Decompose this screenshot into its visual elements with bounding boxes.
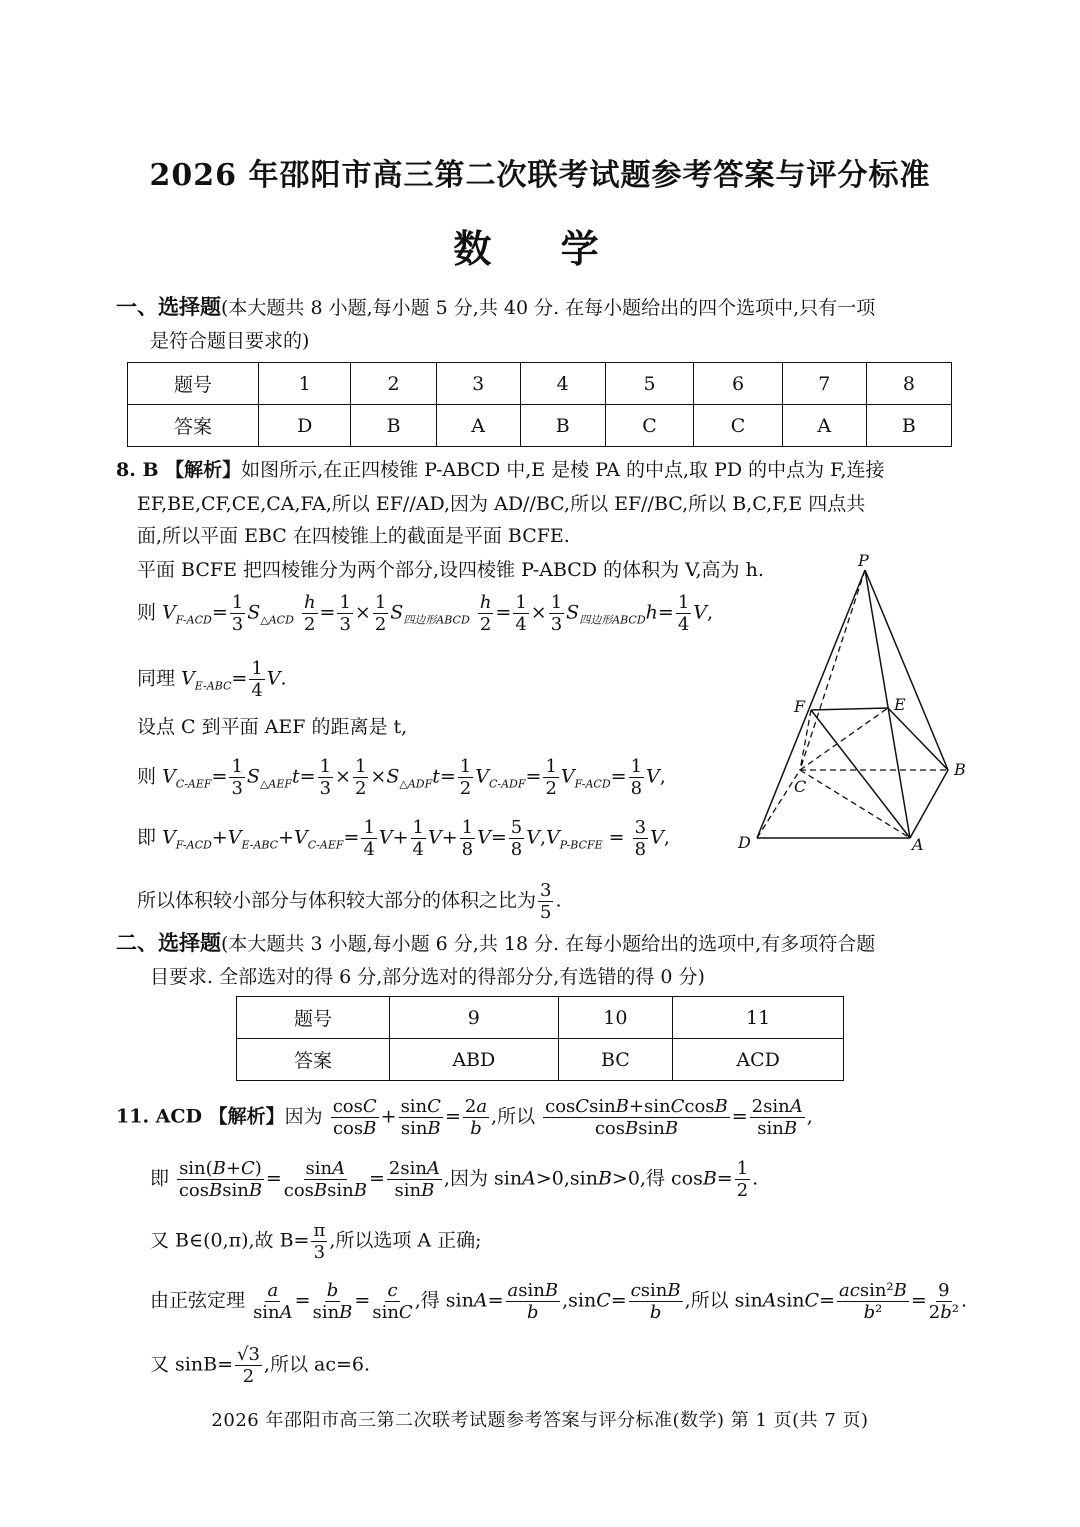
table-row	[237, 997, 844, 1039]
page-title: 2026 年邵阳市高三第二次联考试题参考答案与评分标准	[149, 158, 931, 193]
q8-line-3: 面,所以平面 EBC 在四棱锥上的截面是平面 BCFE.	[137, 525, 570, 547]
q11-line-3: 又 B∈(0,π),故 B= $\frac{\pi}{3}$ ,所以选项 A 正确;	[150, 1220, 482, 1263]
q8-prefix: 则	[137, 765, 157, 788]
q11-line-2: 即 $\frac{\sin(B+C)}{\text{cosBsinB}}$ = $\frac{\sin A}{\text{cosBsinB}}$ = $\frac{2\sin A}{\sin B}$ ,因为 sinA>0,sinB>0,得 cosB= $\frac{1}{2}$ .	[150, 1158, 759, 1201]
edge-fe	[811, 708, 888, 710]
table-cell: B	[520, 405, 605, 447]
table-cell: C	[694, 405, 783, 447]
q8-formula-3: 则 $V_{C-AEF}=$ $\frac{1}{3}$ $S_{\triangle AEF}t=$ $\frac{1}{3}$ × $\frac{1}{2}$ $\times S_{\triangle ADF}t=$ $\frac{1}{2}$ $V_{C-ADF}=$ $\frac{1}{2}$ $V_{F-ACD}=$ $\frac{1}{8}$ V,	[137, 756, 666, 799]
label-b: B	[954, 760, 966, 779]
table-cell: 11	[673, 997, 844, 1039]
table-row	[128, 363, 952, 405]
q8-conclusion: 所以体积较小部分与体积较大部分的体积之比为	[137, 889, 537, 912]
section2-desc-2: 目要求. 全部选对的得 6 分,部分选对的得部分分,有选错的得 0 分)	[150, 966, 705, 988]
q8-line-2: EF,BE,CF,CE,CA,FA,所以 EF//AD,因为 AD//BC,所以 EF//BC,所以 B,C,F,E 四点共	[137, 493, 866, 515]
q8-line-10: 所以体积较小部分与体积较大部分的体积之比为 $\frac{3}{5}$ .	[137, 880, 562, 923]
label-c: C	[794, 777, 807, 796]
section1-desc-2: 是符合题目要求的)	[150, 330, 310, 352]
q8-prefix: 同理	[137, 667, 176, 690]
table-cell: 2	[351, 363, 436, 405]
table-cell: 4	[520, 363, 605, 405]
subject-title: 数 学	[453, 226, 627, 271]
table-cell: 3	[436, 363, 520, 405]
table-cell: 6	[694, 363, 783, 405]
label-d: D	[738, 833, 751, 852]
table-cell: 1	[259, 363, 351, 405]
table-cell: 7	[782, 363, 866, 405]
edge-ce	[800, 708, 888, 770]
table-cell: 5	[605, 363, 694, 405]
page-footer: 2026 年邵阳市高三第二次联考试题参考答案与评分标准(数学) 第 1 页(共 7 页)	[211, 1410, 869, 1431]
section1-desc-1: (本大题共 8 小题,每小题 5 分,共 40 分. 在每小题给出的四个选项中,只有一项	[221, 297, 876, 319]
q11-line-1: 11. ACD 【解析】因为 $\frac{\cos C}{\cos B}$ + $\frac{\sin C}{\sin B}$ = $\frac{2a}{b}$ ,所以 $\frac{\text{cosCsinB+sinCcosB}}{\text{cosBsinB}}$ = $\frac{2\sin A}{\sin B}$ ,	[116, 1096, 813, 1139]
label-p: P	[858, 551, 869, 570]
q11-text-5: 又 sinB=	[150, 1353, 233, 1376]
edge-pd	[757, 570, 865, 838]
edge-ab	[910, 770, 948, 838]
q11-text-3b: ,所以选项 A 正确;	[329, 1229, 482, 1252]
table-cell: A	[436, 405, 520, 447]
q8-text-1: 如图所示,在正四棱锥 P-ABCD 中,E 是棱 PA 的中点,取 PD 的中点为 F,连接	[241, 459, 885, 481]
q11-text-3: 又 B∈(0,π),故 B=	[150, 1229, 310, 1252]
q11-lead: 11. ACD 【解析】	[116, 1105, 285, 1128]
q8-lead: 8. B 【解析】	[116, 459, 242, 481]
table-row	[237, 1039, 844, 1081]
table-cell: ACD	[673, 1039, 844, 1081]
section2-heading: 二、选择题	[116, 930, 221, 955]
label-f: F	[794, 697, 806, 716]
ratio-denominator: 5	[540, 902, 552, 923]
q11-text-5b: ,所以 ac=6.	[263, 1353, 371, 1376]
q11-line-5: 又 sinB= $\frac{√3}{2}$ ,所以 ac=6.	[150, 1344, 371, 1387]
q11-prefix: 即	[150, 1167, 170, 1190]
table-header-cell: 题号	[128, 363, 259, 405]
answer-table-1	[127, 362, 952, 447]
edge-pc	[800, 570, 865, 770]
table-cell: 8	[866, 363, 951, 405]
table-cell: 9	[390, 997, 559, 1039]
edge-pb	[865, 570, 948, 770]
label-e: E	[894, 695, 906, 714]
pyramid-figure	[730, 548, 980, 858]
table-cell: B	[866, 405, 951, 447]
q8-line-4: 平面 BCFE 把四棱锥分为两个部分,设四棱锥 P-ABCD 的体积为 V,高为 h.	[137, 559, 764, 581]
q8-formula-4: 即 $V_{F-ACD}+V_{E-ABC}+V_{C-AEF}=$ $\frac{1}{4}$ V+ $\frac{1}{4}$ V+ $\frac{1}{8}$ V= $\frac{5}{8}$ $V,V_{P-BCFE}$ = $\frac{3}{8}$ V,	[137, 817, 670, 860]
section1-heading: 一、选择题	[116, 294, 221, 319]
q8-formula-1: 则 $V_{F-ACD}=$ $\frac{1}{3}$ $S_{\triangle ACD}$ $\frac{h}{2}$ = $\frac{1}{3}$ × $\frac{1}{2}$ $S_{四边形ABCD}$ $\frac{h}{2}$ = $\frac{1}{4}$ × $\frac{1}{3}$ $S_{四边形ABCD}h=$ $\frac{1}{4}$ V,	[137, 592, 714, 635]
q8-formula-2: 同理 $V_{E-ABC}=$ $\frac{1}{4}$ V.	[137, 658, 287, 701]
table-header-cell: 题号	[237, 997, 390, 1039]
table-cell: 10	[558, 997, 673, 1039]
table-header-cell: 答案	[237, 1039, 390, 1081]
section2-header	[116, 926, 875, 961]
q11-prefix: 由正弦定理	[150, 1289, 246, 1312]
label-a: A	[912, 835, 924, 854]
edge-ca	[800, 770, 910, 838]
section1-header	[116, 290, 875, 325]
q8-line-7: 设点 C 到平面 AEF 的距离是 t,	[137, 716, 408, 738]
table-header-cell: 答案	[128, 405, 259, 447]
table-cell: B	[351, 405, 436, 447]
table-row	[128, 405, 952, 447]
table-cell: D	[259, 405, 351, 447]
q8-line-1	[116, 455, 884, 485]
q11-line-4: 由正弦定理 $\frac{a}{\sin A}$ = $\frac{b}{\sin B}$ = $\frac{c}{\sin C}$ ,得 sinA= $\frac{asinB}{b}$ ,sinC= $\frac{csinB}{b}$ ,所以 sinAsinC= $\frac{\text{acsin²B}}{\text{b²}}$ = $\frac{9}{\text{2b²}}$ .	[150, 1280, 968, 1323]
table-cell: BC	[558, 1039, 673, 1081]
table-cell: A	[782, 405, 866, 447]
answer-table-2	[236, 996, 844, 1081]
q11-prefix: 因为	[284, 1105, 323, 1128]
section2-desc-1: (本大题共 3 小题,每小题 6 分,共 18 分. 在每小题给出的选项中,有多项符合题	[221, 933, 876, 955]
table-cell: C	[605, 405, 694, 447]
q8-prefix: 即	[137, 826, 157, 849]
ratio-numerator: 3	[540, 880, 552, 901]
edge-fa	[811, 710, 910, 838]
table-cell: ABD	[390, 1039, 559, 1081]
q8-prefix: 则	[137, 601, 157, 624]
